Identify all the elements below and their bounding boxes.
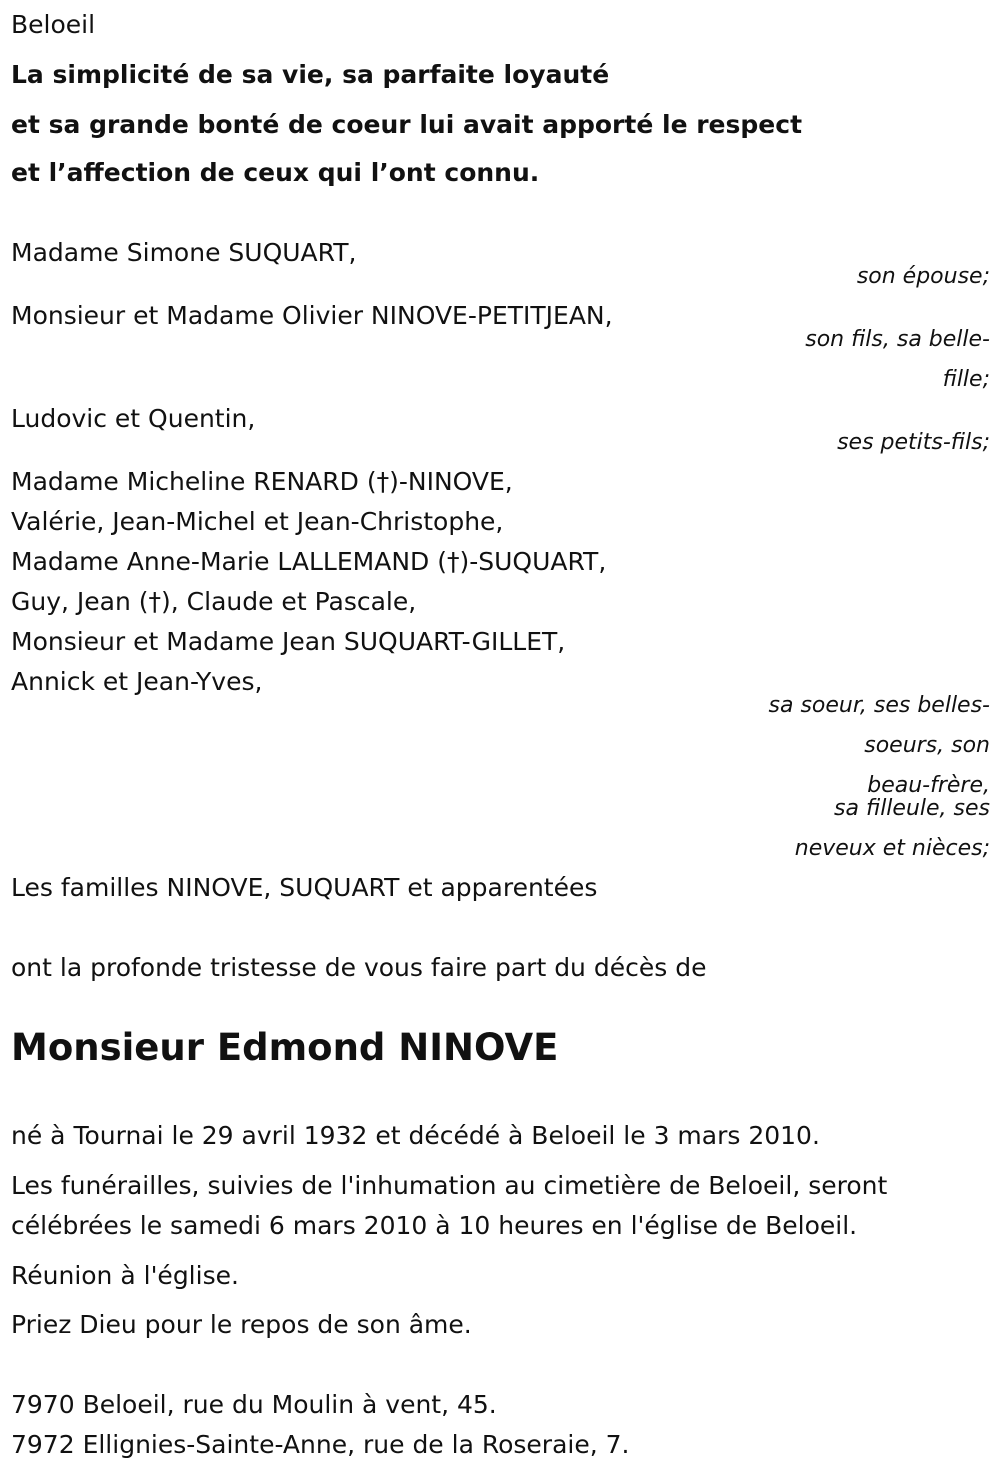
grandsons-relation: ses petits-fils; xyxy=(837,430,990,455)
relative-line-1: Madame Micheline RENARD (†)-NINOVE, xyxy=(11,467,513,496)
son-relation-line-2: fille; xyxy=(942,367,990,392)
relatives-relation-line-1: sa soeur, ses belles- xyxy=(768,693,990,718)
quote-line-3: et l’affection de ceux qui l’ont connu. xyxy=(11,158,540,187)
grandsons-name: Ludovic et Quentin, xyxy=(11,404,256,433)
relative-line-2: Valérie, Jean-Michel et Jean-Christophe, xyxy=(11,507,504,536)
meeting-line: Réunion à l'église. xyxy=(11,1261,239,1290)
prayer-line: Priez Dieu pour le repos de son âme. xyxy=(11,1310,472,1339)
relative-line-5: Monsieur et Madame Jean SUQUART-GILLET, xyxy=(11,627,566,656)
relative-line-4: Guy, Jean (†), Claude et Pascale, xyxy=(11,587,417,616)
location-header: Beloeil xyxy=(11,10,96,39)
funeral-line-1: Les funérailles, suivies de l'inhumation au cimetière de Beloeil, seront xyxy=(11,1171,888,1200)
quote-line-1: La simplicité de sa vie, sa parfaite loyauté xyxy=(11,60,610,89)
funeral-line-2: célébrées le samedi 6 mars 2010 à 10 heures en l'église de Beloeil. xyxy=(11,1211,858,1240)
families-line: Les familles NINOVE, SUQUART et apparentées xyxy=(11,873,598,902)
address-line-1: 7970 Beloeil, rue du Moulin à vent, 45. xyxy=(11,1390,497,1419)
relatives-relation-line-4: sa filleule, ses xyxy=(834,796,990,821)
deceased-name: Monsieur Edmond NINOVE xyxy=(11,1026,559,1069)
address-line-2: 7972 Ellignies-Sainte-Anne, rue de la Roseraie, 7. xyxy=(11,1430,630,1459)
birth-death-line: né à Tournai le 29 avril 1932 et décédé à Beloeil le 3 mars 2010. xyxy=(11,1121,820,1150)
spouse-name: Madame Simone SUQUART, xyxy=(11,238,357,267)
relatives-relation-line-5: neveux et nièces; xyxy=(794,836,990,861)
relative-line-6: Annick et Jean-Yves, xyxy=(11,667,263,696)
announcement: ont la profonde tristesse de vous faire part du décès de xyxy=(11,953,707,982)
quote-line-2: et sa grande bonté de coeur lui avait apporté le respect xyxy=(11,110,803,139)
relatives-relation-line-2: soeurs, son xyxy=(864,733,990,758)
relatives-relation-line-3: beau-frère, xyxy=(867,773,990,798)
son-name: Monsieur et Madame Olivier NINOVE-PETITJEAN, xyxy=(11,301,613,330)
spouse-relation: son épouse; xyxy=(856,264,990,289)
relative-line-3: Madame Anne-Marie LALLEMAND (†)-SUQUART, xyxy=(11,547,607,576)
son-relation-line-1: son fils, sa belle- xyxy=(805,327,990,352)
